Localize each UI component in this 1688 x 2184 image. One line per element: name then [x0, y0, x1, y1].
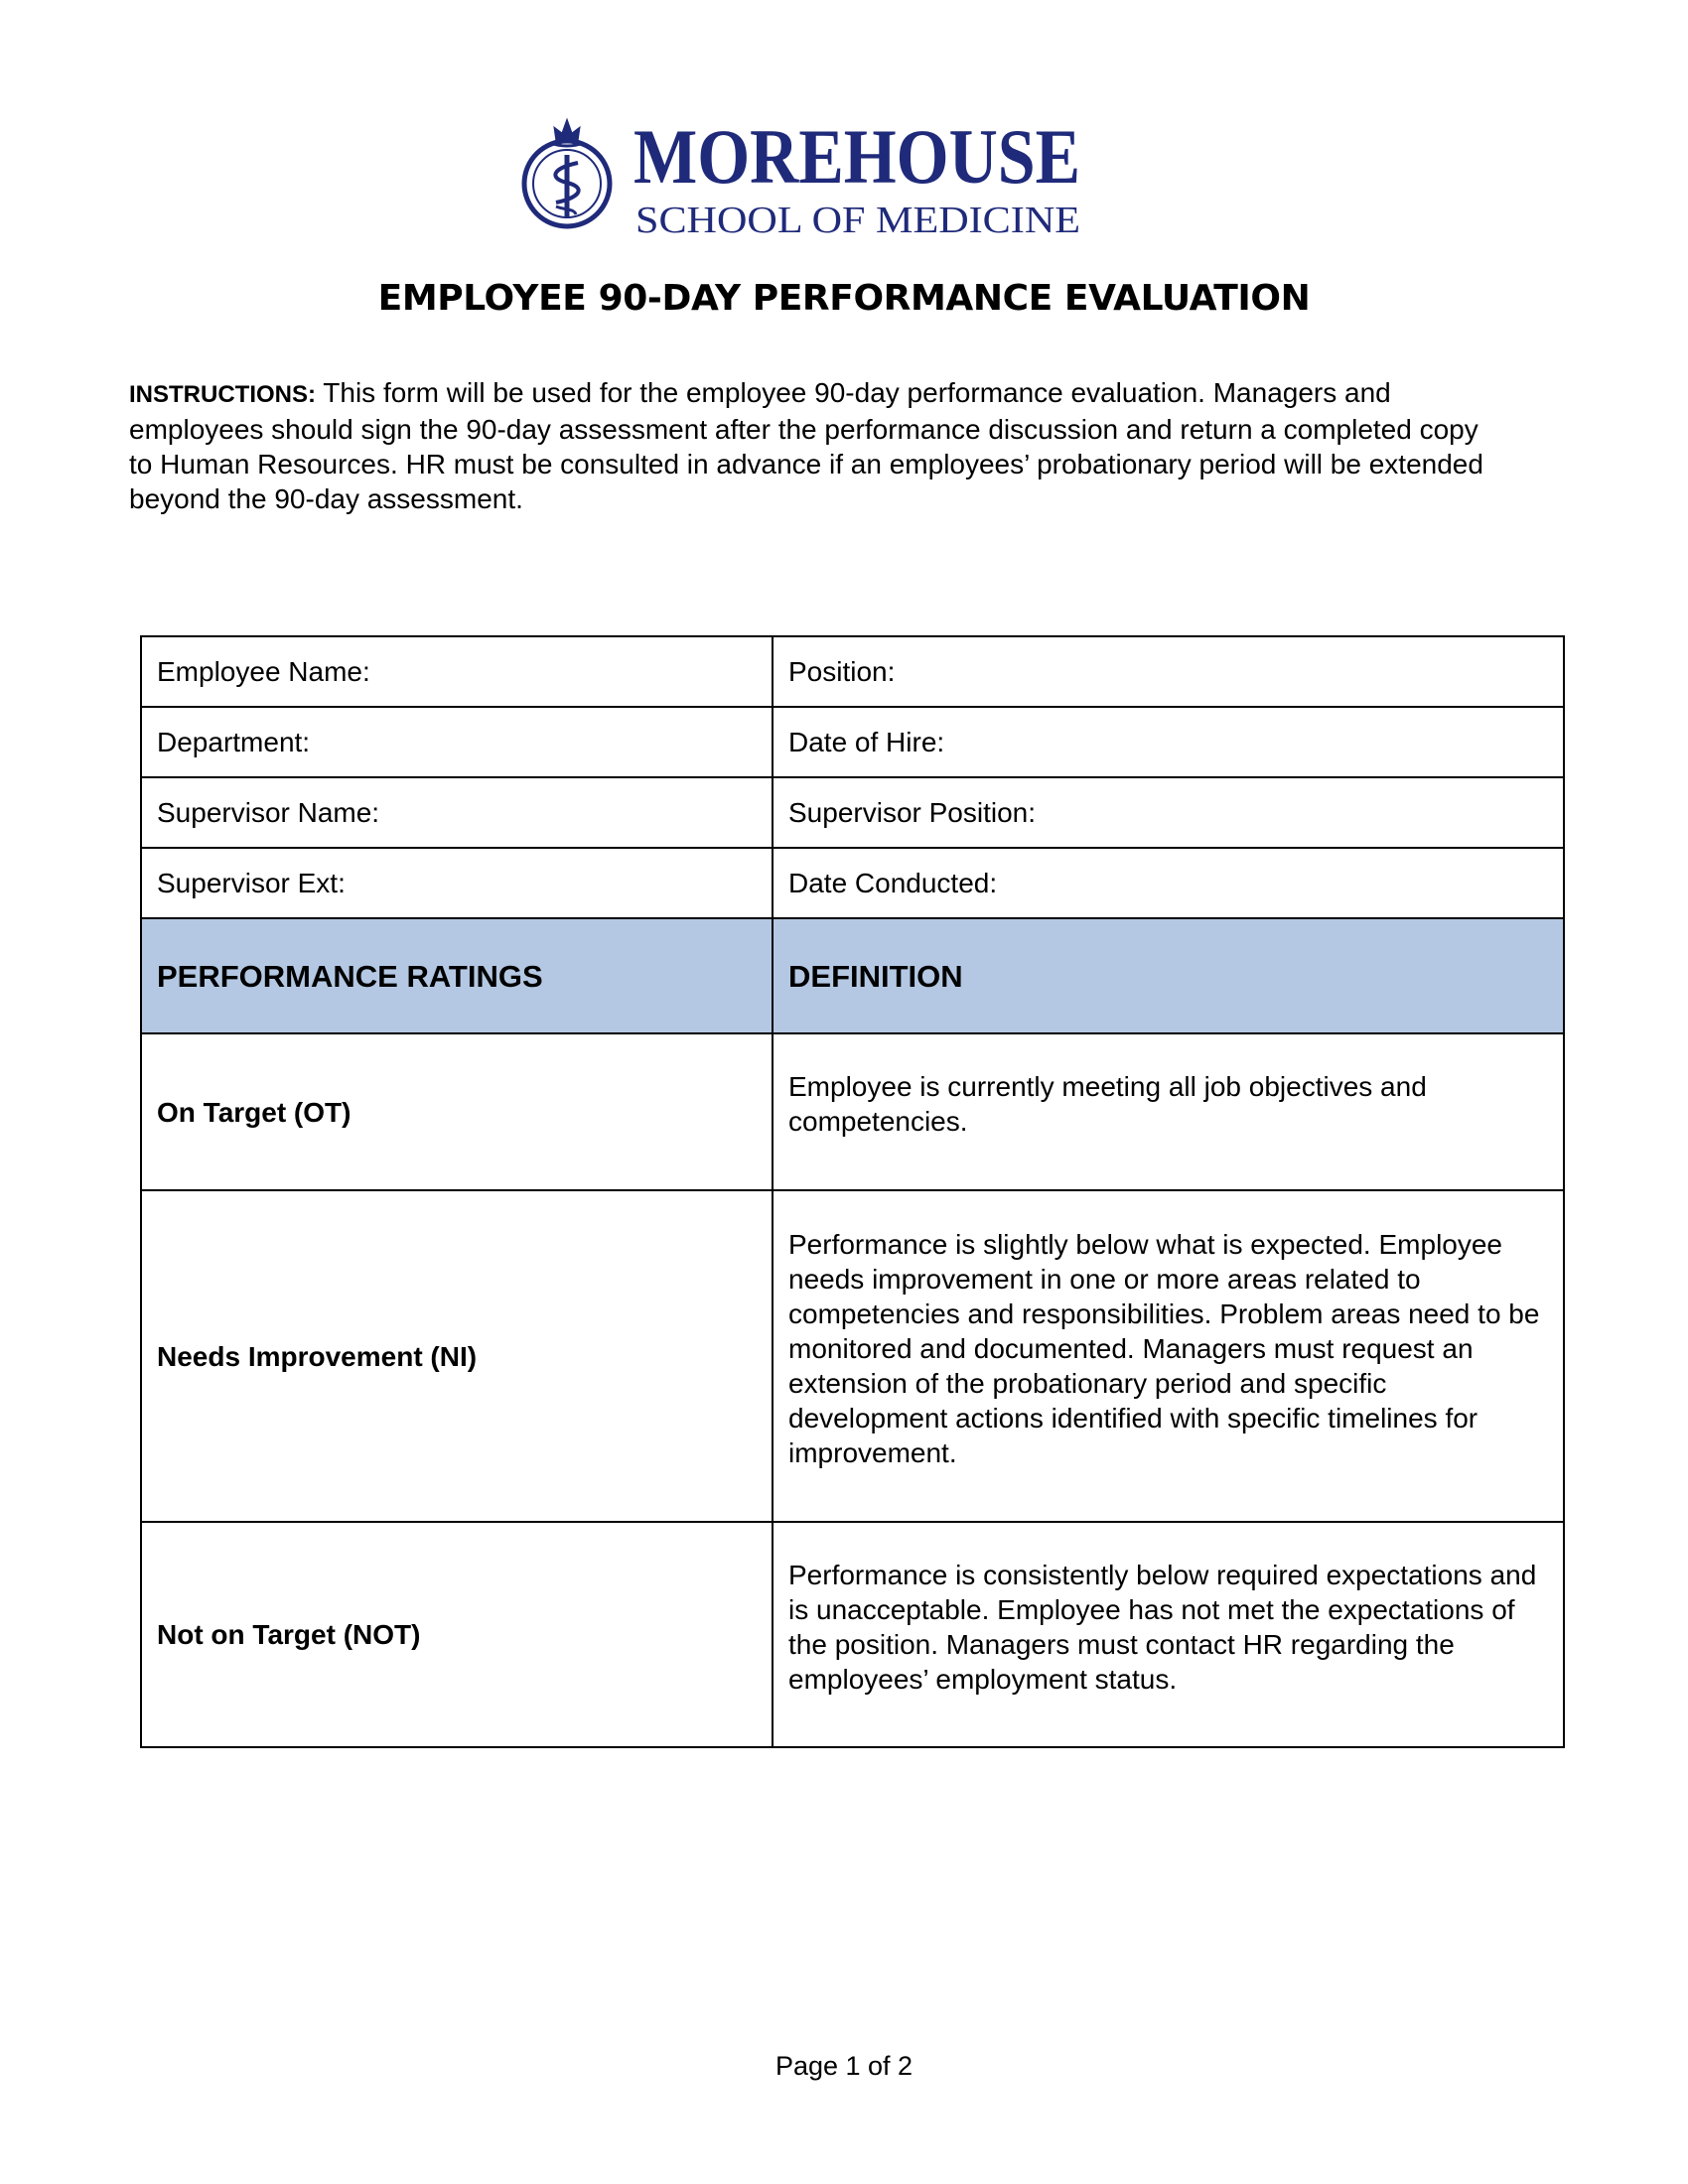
form-row-employee [141, 636, 1564, 707]
logo-name-line2: SCHOOL OF MEDICINE [635, 200, 1080, 241]
rating-name-not-on-target: Not on Target (NOT) [157, 1619, 421, 1650]
rating-name-on-target: On Target (OT) [157, 1096, 352, 1128]
ratings-header-row [141, 918, 1564, 1033]
rating-definition-needs-improvement: Performance is slightly below what is expected. Employee needs improvement in one or more areas related to competencies and responsibilities. Problem areas need to be monitored and documented. Managers must request an extension of the probationary period and specific development actions identified with specific timelines for improvement. [788, 1228, 1540, 1468]
date-conducted-field[interactable]: Date Conducted: [773, 848, 1564, 918]
rating-definition-on-target: Employee is currently meeting all job objectives and competencies. [788, 1071, 1427, 1137]
rating-name-needs-improvement: Needs Improvement (NI) [157, 1340, 478, 1372]
page-number: Page 1 of 2 [774, 2051, 914, 2081]
position-field[interactable]: Position: [773, 636, 1564, 707]
supervisor-name-field[interactable]: Supervisor Name: [141, 777, 773, 848]
form-row-supervisor-ext [141, 848, 1564, 918]
definition-heading: DEFINITION [773, 918, 1564, 1033]
date-of-hire-field[interactable]: Date of Hire: [773, 707, 1564, 777]
rating-definition-not-on-target: Performance is consistently below required expectations and is unacceptable. Employee has not met the expectations of the position. Managers must contact HR regarding the employees’ employment status. [788, 1559, 1537, 1695]
department-field[interactable]: Department: [141, 707, 773, 777]
rating-row-not-on-target [141, 1522, 1564, 1747]
employee-name-field[interactable]: Employee Name: [141, 636, 773, 707]
performance-ratings-heading: PERFORMANCE RATINGS [141, 918, 773, 1033]
instructions-paragraph [129, 375, 1499, 516]
logo-name-line1: MOREHOUSE [633, 113, 1080, 200]
supervisor-position-field[interactable]: Supervisor Position: [773, 777, 1564, 848]
morehouse-logo [520, 111, 1086, 242]
instructions-label: INSTRUCTIONS: [129, 381, 316, 408]
instructions-text: This form will be used for the employee 90-day performance evaluation. Managers and employees should sign the 90-day assessment after the performance discussion and return a completed copy to Human Resources. HR must be consulted in advance if an employees’ probationary period will be extended beyond the 90-day assessment. [129, 377, 1483, 514]
evaluation-form-table [140, 635, 1565, 1748]
page-title: EMPLOYEE 90-DAY PERFORMANCE EVALUATION [377, 278, 1311, 319]
caduceus-seal-icon [524, 119, 610, 226]
rating-row-needs-improvement [141, 1190, 1564, 1522]
rating-row-on-target [141, 1033, 1564, 1190]
form-row-department [141, 707, 1564, 777]
supervisor-ext-field[interactable]: Supervisor Ext: [141, 848, 773, 918]
form-row-supervisor [141, 777, 1564, 848]
